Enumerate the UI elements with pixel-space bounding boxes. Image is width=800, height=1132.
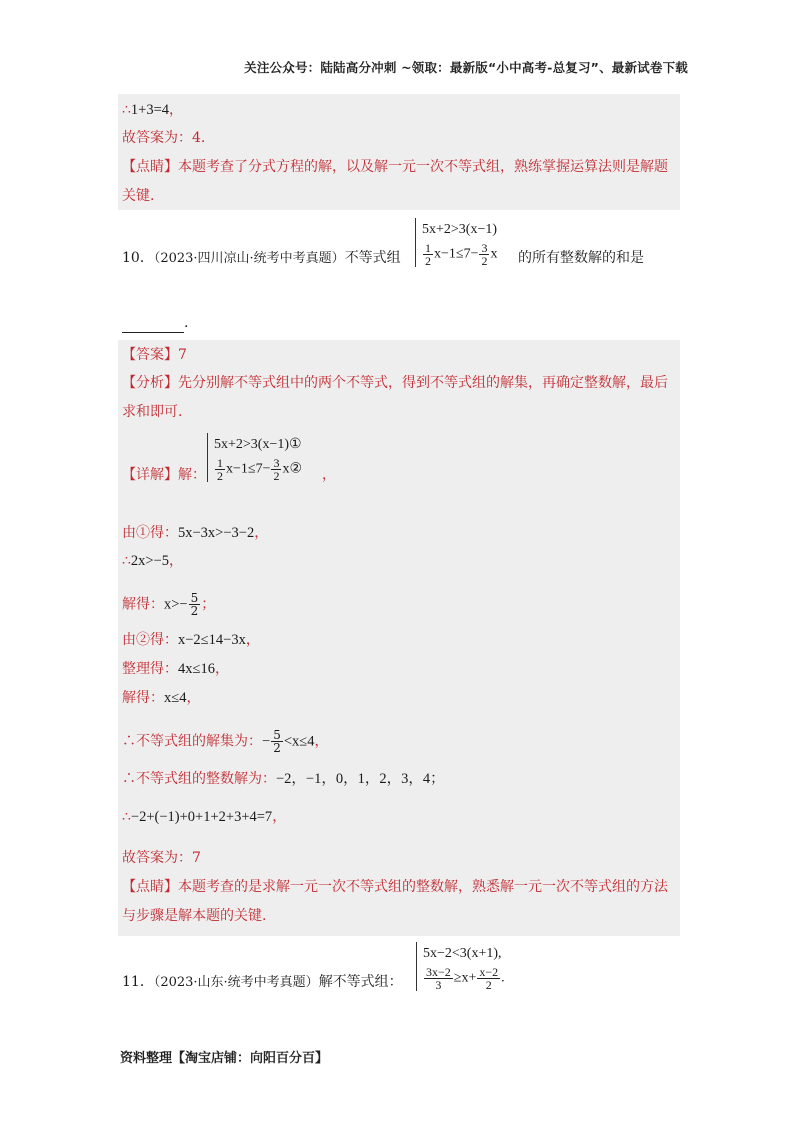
q10-analysis-line2: 求和即可. [122,404,183,420]
step-8: ∴不等式组的整数解为：−2，−1，0，1，2，3，4； [122,771,445,787]
prev-review-line2: 关键. [122,188,155,204]
prev-review-line1: 【点睛】本题考查了分式方程的解，以及解一元一次不等式组，熟练掌握运算法则是解题 [122,159,668,175]
q11-eq2: $\frac{3x-2}{3}$ ≥x+ $\frac{x-2}{2}$ . [426,965,505,992]
q10-eq2: $\frac{1}{2}$ x−1≤7− $\frac{3}{2}$ x [425,241,498,268]
prev-answer-line: 故答案为：4. [122,130,206,146]
question-10-stem-tail: 的所有整数解的和是 [518,250,644,266]
step-2: ∴2x>−5， [122,553,184,569]
q10-detail-system [207,433,302,482]
q10-analysis-line1: 【分析】先分别解不等式组中的两个不等式，得到不等式组的解集，再确定整数解，最后 [122,375,668,391]
step-9: ∴−2+(−1)+0+1+2+3+4=7， [122,809,287,825]
step-5: 整理得：4x≤16， [122,661,229,677]
step-4: 由②得：x−2≤14−3x， [122,632,260,648]
page-header: 关注公众号：陆陆高分冲刺 ~领取：最新版“小中高考-总复习”、最新试卷下载 [244,60,688,75]
q10-detail-eq1: 5x+2>3(x−1)① [214,437,302,452]
question-11-stem: 11．（2023·山东·统考中考真题）解不等式组： [122,974,403,990]
q10-detail-label: 【详解】解： [122,467,206,483]
q11-inequality-system [416,942,505,991]
answer-blank: . [122,313,188,333]
step-6: 解得：x≤4， [122,690,201,706]
q10-answer: 【答案】7 [122,347,187,363]
q10-review-line1: 【点睛】本题考查的是求解一元一次不等式组的整数解，熟悉解一元一次不等式组的方法 [122,879,668,895]
q10-final-answer: 故答案为：7 [122,850,201,866]
step-7: ∴不等式组的解集为：− $\frac{5}{2}$ <x≤4， [122,728,329,755]
q10-inequality-system [415,218,497,267]
q10-detail-eq2: $\frac{1}{2}$ x−1≤7− $\frac{3}{2}$ x② [217,456,303,483]
step-3: 解得：x>− $\frac{5}{2}$ ； [122,591,216,618]
step-1: 由①得：5x−3x>−3−2， [122,525,269,541]
q10-review-line2: 与步骤是解本题的关键. [122,908,267,924]
prev-solution-block [118,94,680,210]
prev-sum-line: ∴1+3=4， [122,102,184,118]
q10-eq1: 5x+2>3(x−1) [422,222,498,237]
page-footer: 资料整理【淘宝店铺：向阳百分百】 [120,1051,329,1066]
q10-detail-tail: ， [322,467,336,483]
q11-eq1: 5x−2<3(x+1), [423,946,502,961]
question-10-stem: 10．（2023·四川凉山·统考中考真题）不等式组 [122,250,401,266]
